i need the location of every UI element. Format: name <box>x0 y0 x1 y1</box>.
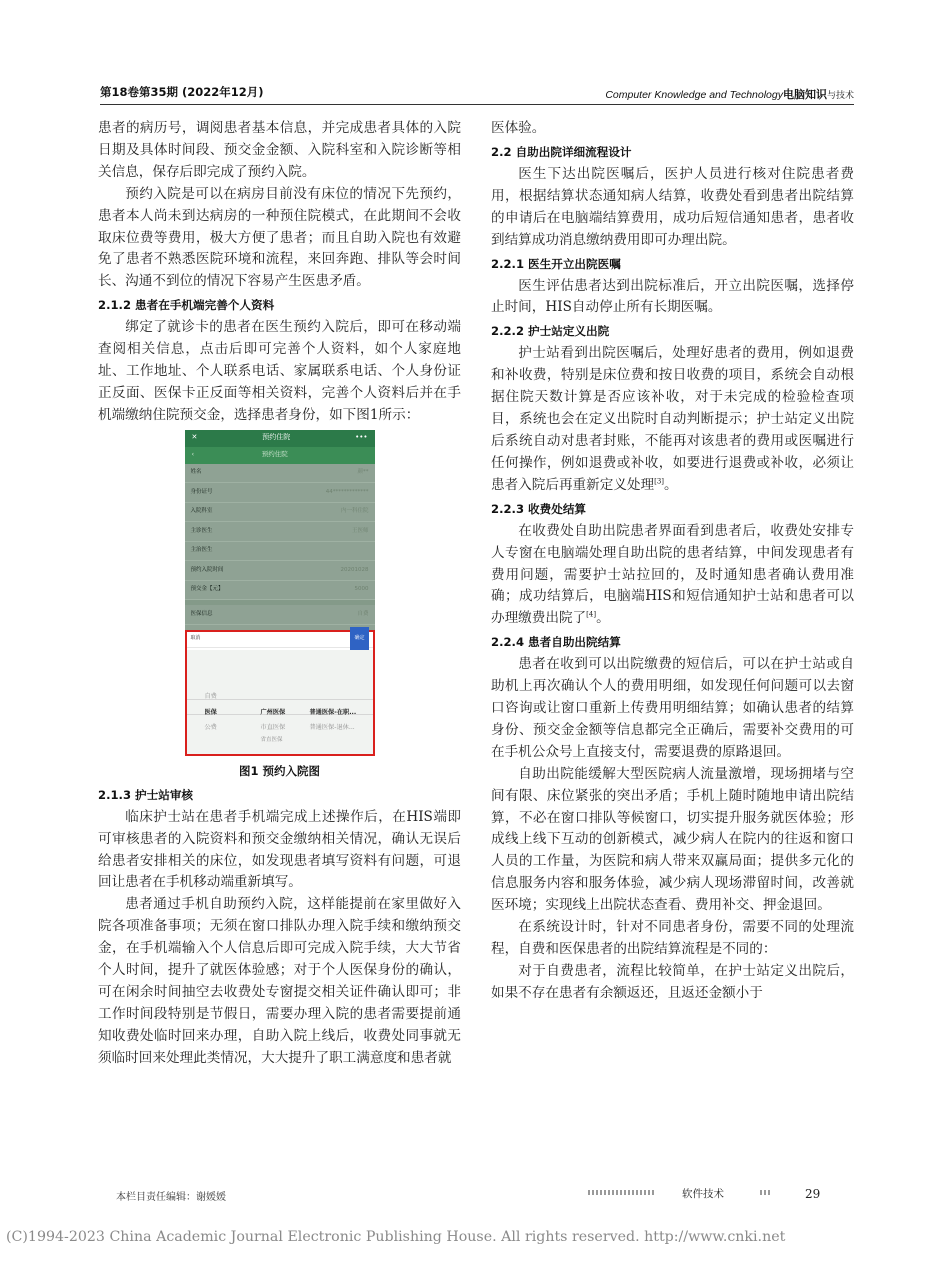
form-fields <box>185 464 375 647</box>
app-title: 预约住院 <box>262 433 291 442</box>
paragraph: 对于自费患者，流程比较简单，在护士站定义出院后，如果不存在患者有余额返还，且返还金额小于 <box>491 962 854 1001</box>
header-rule <box>100 104 854 105</box>
paragraph <box>491 343 854 496</box>
picker-option: 普通医保-在职... <box>309 708 357 716</box>
field-label: 身份证号 <box>190 488 213 495</box>
field-value: 44************* <box>325 488 369 495</box>
paragraph-text: 在收费处自助出院患者界面看到患者后，收费处安排专人专窗在电脑端处理自助出院的患者结算，中间发现患者有费用问题，需要护士站拉回的，及时通知患者确认费用准确；成功结算后，电脑端HIS和短信通知护士站和患者可以办理缴费出院了 <box>491 522 854 627</box>
journal-name-en: Computer Knowledge and Technology <box>605 89 783 101</box>
form-row <box>185 464 375 484</box>
paragraph: 绑定了就诊卡的患者在医生预约入院后，即可在移动端查阅相关信息，点击后即可完善个人资料，如个人家庭地址、工作地址、个人联系电话、家属联系电话、个人身份证正反面、医保卡正反面等相关资料，完善个人资料后并在手机端缴纳住院预交金，选择患者身份，如下图1所示： <box>98 319 461 423</box>
section-heading-2-2-1: 2.2.1 医生开立出院医嘱 <box>491 256 621 271</box>
more-icon: ••• <box>355 433 368 442</box>
picker-option: 广州医保 <box>260 708 286 716</box>
paragraph-end: 。 <box>596 610 610 627</box>
field-label: 预约入院时间 <box>190 566 224 573</box>
issue-header: 第18卷第35期 (2022年12月) <box>100 85 264 99</box>
picker-option: 省直医保 <box>260 736 283 743</box>
section-heading-2-1-2: 2.1.2 患者在手机端完善个人资料 <box>98 298 275 313</box>
section-heading-2-2-2: 2.2.2 护士站定义出院 <box>491 324 610 339</box>
section-name: 软件技术 <box>682 1188 724 1200</box>
journal-header <box>605 86 854 102</box>
field-value: 颜** <box>357 469 369 476</box>
app-subtitle: 预约住院 <box>261 450 288 459</box>
field-label: 姓名 <box>190 469 202 476</box>
left-column <box>98 118 461 1070</box>
page-number: 29 <box>805 1187 821 1201</box>
field-label: 预交金【元】 <box>190 586 224 593</box>
field-label: 主诊医生 <box>190 527 213 534</box>
form-row <box>185 542 375 562</box>
citation-ref: [3] <box>654 477 665 486</box>
picker-confirm-button: 确定 <box>350 627 368 651</box>
paragraph: 自助出院能缓解大型医院病人流量激增，现场拥堵与空间有限、床位紧张的突出矛盾；手机上随时随地申请出院结算，不必在窗口排队等候窗口，切实提升服务就医体验；形成线上线下互动的创新模式，减少病人在院内的往返和窗口人员的工作量，为医院和病人带来双赢局面；提供多元化的信息服务内容和服务体验，减少病人现场滞留时间，改善就医环境；实现线上出院状态查看、费用补交、押金退回。 <box>491 765 854 914</box>
figure-caption: 图1 预约入院图 <box>238 763 320 778</box>
column-editor: 本栏目责任编辑：谢媛媛 <box>116 1192 226 1203</box>
picker-header <box>187 632 373 648</box>
journal-name-cn: 电脑知识 <box>782 88 827 101</box>
paragraph <box>491 521 854 631</box>
right-column <box>491 118 854 1005</box>
field-value: 内一科住院 <box>340 508 369 515</box>
picker-option: 公费 <box>204 723 217 731</box>
field-label: 入院科室 <box>190 508 213 515</box>
insurance-row <box>185 605 375 625</box>
app-navbar <box>185 447 375 464</box>
paragraph: 患者的病历号，调阅患者基本信息，并完成患者具体的入院日期及具体时间段、预交金金额、入院科室和入院诊断等相关信息，保存后即完成了预约入院。 <box>98 120 461 180</box>
form-row <box>185 561 375 581</box>
footer-ornament <box>760 1190 772 1195</box>
form-row <box>185 503 375 523</box>
close-icon: ✕ <box>191 433 198 442</box>
paragraph-text: 护士站看到出院医嘱后，处理好患者的费用，例如退费和补收费，特别是床位费和按日收费的项目，系统会自动根据住院天数计算是否应该补收，对于未完成的检验检查项目，系统也会在定义出院时自动判断提示；护士站定义出院后系统自动对患者封账，不能再对该患者的费用或医嘱进行任何操作，例如退费或补收，如要进行退费或补收，必须让患者入院后再重新定义处理 <box>491 345 854 493</box>
field-label: 主治医生 <box>190 547 213 554</box>
citation-ref: [4] <box>586 610 597 619</box>
paragraph: 预约入院是可以在病房目前没有床位的情况下先预约，患者本人尚未到达病房的一种预住院模式，在此期间不会收取床位费等费用，极大方便了患者；而且自助入院也有效避免了患者不熟悉医院环境和流程，来回奔跑、排队等会时间长、沟通不到位的情况下容易产生医患矛盾。 <box>98 185 461 290</box>
form-row <box>185 581 375 601</box>
paragraph: 医生下达出院医嘱后，医护人员进行核对住院患者费用，根据结算状态通知病人结算，收费处看到患者出院结算的申请后在电脑端结算费用，成功后短信通知患者，患者收到结算成功消息缴纳费用即可办理出院。 <box>491 165 854 248</box>
field-value: 王医师 <box>351 527 369 534</box>
section-heading-2-2: 2.2 自助出院详细流程设计 <box>491 144 632 159</box>
paragraph: 医生评估患者达到出院标准后，开立出院医嘱，选择停止时间，HIS自动停止所有长期医嘱。 <box>491 277 854 316</box>
paragraph: 患者在收到可以出院缴费的短信后，可以在护士站或自助机上再次确认个人的费用明细，如发现任何问题可以去窗口咨询或让窗口重新上传费用明细结算；如确认患者的结算身份、预交金金额等信息都完全正确后，需要补交费用的可在手机公众号上直接支付，需要退费的原路退回。 <box>491 656 854 760</box>
picker-option: 市直医保 <box>260 723 286 731</box>
copyright-line: (C)1994-2023 China Academic Journal Electronic Publishing House. All rights reserved. http://www.cnki.net <box>6 1229 786 1245</box>
insurance-picker-popup <box>185 630 375 756</box>
paragraph: 患者通过手机自助预约入院，这样能提前在家里做好入院各项准备事项；无须在窗口排队办理入院手续和缴纳预交金，在手机端输入个人信息后即可完成入院手续，大大节省个人时间，提升了就医体验感；对于个人医保身份的确认，可在闲余时间抽空去收费处专窗提交相关证件确认即可；非工作时间段特别是节假日，需要办理入院的患者需要提前通知收费处临时回来办理，自助入院上线后，收费处同事就无须临时回来处理此类情况，大大提升了职工满意度和患者就 <box>98 896 461 1066</box>
section-heading-2-1-3: 2.1.3 护士站审核 <box>98 787 194 802</box>
paragraph: 医体验。 <box>491 120 546 136</box>
back-icon: ‹ <box>191 450 195 459</box>
section-heading-2-2-3: 2.2.3 收费处结算 <box>491 501 587 516</box>
picker-wheels <box>187 650 373 754</box>
picker-option: 医保 <box>204 708 217 716</box>
section-heading-2-2-4: 2.2.4 患者自助出院结算 <box>491 635 621 650</box>
paragraph: 临床护士站在患者手机端完成上述操作后，在HIS端即可审核患者的入院资料和预交金缴纳相关情况，确认无误后给患者安排相关的床位，如发现患者填写资料有问题，可退回让患者在手机移动端重新填写。 <box>98 808 461 891</box>
field-value: 20201028 <box>340 566 369 573</box>
picker-option: 自费 <box>204 692 217 700</box>
paragraph: 在系统设计时，针对不同患者身份，需要不同的处理流程，自费和医保患者的出院结算流程是不同的： <box>491 919 854 957</box>
picker-cancel-button: 取消 <box>190 635 201 642</box>
field-value: 自费 <box>357 610 369 617</box>
field-label: 医保信息 <box>190 610 213 617</box>
paragraph-end: 。 <box>664 476 678 493</box>
form-row <box>185 522 375 542</box>
footer-ornament <box>588 1190 654 1195</box>
picker-option: 普通医保-退休... <box>309 723 355 731</box>
journal-name-suffix: 与技术 <box>826 91 854 101</box>
field-value: 5000 <box>354 586 369 593</box>
form-row <box>185 483 375 503</box>
figure-1-screenshot <box>185 430 375 756</box>
